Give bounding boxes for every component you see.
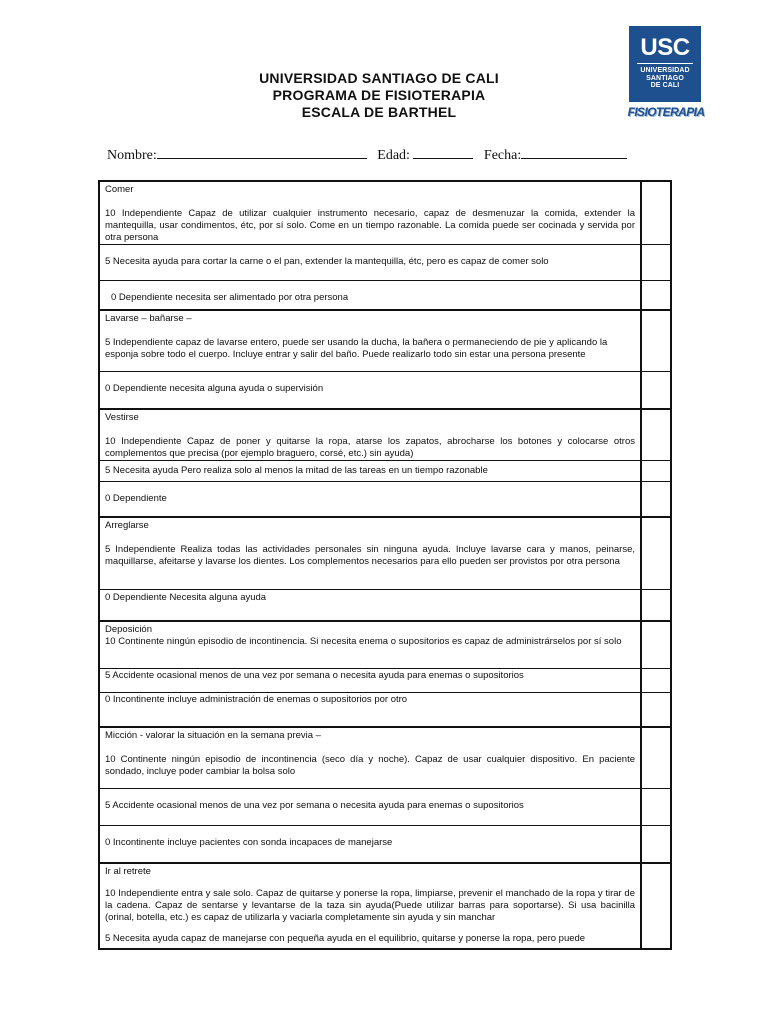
deposicion-cell-0 <box>99 693 641 727</box>
lavarse-cell <box>99 310 641 372</box>
miccion-cell <box>99 727 641 789</box>
miccion-option-10: 10 Continente ningún episodio de incontinencia (seco día y noche). Capaz de usar cualquier dispositivo. En paciente sondado, incluye poder cambiar la bolsa solo <box>105 753 635 777</box>
table-row <box>99 669 671 693</box>
retrete-cell <box>99 863 641 949</box>
score-cell[interactable] <box>641 669 671 693</box>
score-cell[interactable] <box>641 181 671 245</box>
usc-logo <box>627 26 705 119</box>
comer-cell-0 <box>99 281 641 310</box>
table-row <box>99 826 671 863</box>
table-row <box>99 517 671 590</box>
vestirse-cell <box>99 409 641 461</box>
retrete-option-10: 10 Independiente entra y sale solo. Capaz de quitarse y ponerse la ropa, limpiarse, prevenir el manchado de la ropa y tirar de la cadena. Capaz de sentarse y levantarse de la taza sin ayuda(Puede utilizar barras para soportarse). Si usa bacinilla (orinal, botella, etc.) es capaz de utilizarla y vaciarla completamente sin ayuda y sin manchar <box>105 887 635 923</box>
lavarse-option-0: 0 Dependiente necesita alguna ayuda o supervisión <box>105 383 324 394</box>
arreglarse-option-5: 5 Independiente Realiza todas las actividades personales sin ninguna ayuda. Incluye lavarse cara y manos, peinarse, maquillarse, afeitarse y lavarse los dientes. Los complementos necesarios para ello pueden ser provistos por otra persona <box>105 543 635 567</box>
score-cell[interactable] <box>641 310 671 372</box>
retrete-option-5: 5 Necesita ayuda capaz de manejarse con pequeña ayuda en el equilibrio, quitarse y ponerse la ropa, pero puede <box>105 932 586 944</box>
program-name: PROGRAMA DE FISIOTERAPIA <box>272 87 486 103</box>
section-title-vestirse: Vestirse <box>105 411 139 423</box>
logo-initials: USC <box>640 34 690 61</box>
table-row <box>99 727 671 789</box>
vestirse-option-0: 0 Dependiente <box>105 493 167 504</box>
lavarse-cell-0 <box>99 372 641 409</box>
score-cell[interactable] <box>641 693 671 727</box>
table-row <box>99 482 671 517</box>
section-title-arreglarse: Arreglarse <box>105 519 149 531</box>
deposicion-option-5: 5 Accidente ocasional menos de una vez por semana o necesita ayuda para enemas o supositorios <box>105 670 524 681</box>
miccion-cell-5 <box>99 789 641 826</box>
deposicion-cell <box>99 621 641 669</box>
table-row <box>99 590 671 621</box>
section-title-comer: Comer <box>105 184 134 195</box>
logo-sub-1: UNIVERSIDAD <box>640 67 690 74</box>
logo-sub-3: DE CALI <box>650 82 680 89</box>
edad-blank[interactable] <box>413 144 473 159</box>
miccion-option-0: 0 Incontinente incluye pacientes con sonda incapaces de manejarse <box>105 837 393 848</box>
score-cell[interactable] <box>641 863 671 949</box>
deposicion-cell-5 <box>99 669 641 693</box>
score-cell[interactable] <box>641 245 671 281</box>
table-row <box>99 372 671 409</box>
logo-sub-2: SANTIAGO <box>646 74 684 82</box>
table-row <box>99 863 671 949</box>
arreglarse-cell <box>99 517 641 590</box>
vestirse-cell-5 <box>99 461 641 482</box>
fecha-blank[interactable] <box>521 144 627 159</box>
table-row <box>99 181 671 245</box>
table-row <box>99 281 671 310</box>
section-title-retrete: Ir al retrete <box>105 865 151 877</box>
score-cell[interactable] <box>641 461 671 482</box>
table-row <box>99 621 671 669</box>
table-row <box>99 789 671 826</box>
deposicion-option-0: 0 Incontinente incluye administración de enemas o supositorios por otro <box>105 694 408 705</box>
miccion-cell-0 <box>99 826 641 863</box>
comer-cell-5 <box>99 245 641 281</box>
university-name: UNIVERSIDAD SANTIAGO DE CALI <box>259 70 499 86</box>
score-cell[interactable] <box>641 281 671 310</box>
score-cell[interactable] <box>641 517 671 590</box>
arreglarse-option-0: 0 Dependiente Necesita alguna ayuda <box>105 592 267 603</box>
table-row <box>99 310 671 372</box>
lavarse-option-5: 5 Independiente capaz de lavarse entero, puede ser usando la ducha, la bañera o permaneciendo de pie y aplicando la esponja sobre todo el cuerpo. Incluye entrar y salir del baño. Puede realizarlo todo sin estar una persona presente <box>105 336 608 360</box>
barthel-table <box>98 180 672 950</box>
patient-fields <box>107 144 627 164</box>
nombre-label: Nombre: <box>107 148 157 163</box>
nombre-blank[interactable] <box>157 144 367 159</box>
table-row <box>99 693 671 727</box>
vestirse-option-5: 5 Necesita ayuda Pero realiza solo al menos la mitad de las tareas en un tiempo razonable <box>105 465 488 476</box>
vestirse-cell-0 <box>99 482 641 517</box>
comer-cell <box>99 181 641 245</box>
deposicion-option-10: 10 Continente ningún episodio de incontinencia. Si necesita enema o supositorios es capaz de administrárselos por sí solo <box>105 635 622 647</box>
score-cell[interactable] <box>641 789 671 826</box>
comer-option-0: 0 Dependiente necesita ser alimentado por otra persona <box>111 292 349 303</box>
table-row <box>99 245 671 281</box>
vestirse-option-10: 10 Independiente Capaz de poner y quitarse la ropa, atarse los zapatos, abrocharse los botones y colocarse otros complementos que precisa (por ejemplo braguero, corsé, etc.) sin ayuda) <box>105 435 635 459</box>
section-title-deposicion: Deposición <box>105 623 152 635</box>
score-cell[interactable] <box>641 727 671 789</box>
table-row <box>99 409 671 461</box>
section-title-lavarse: Lavarse – bañarse – <box>105 312 192 324</box>
table-row <box>99 461 671 482</box>
fecha-label: Fecha: <box>483 148 522 163</box>
usc-logo-box <box>629 26 701 102</box>
comer-option-5: 5 Necesita ayuda para cortar la carne o el pan, extender la mantequilla, étc, pero es capaz de comer solo <box>105 256 549 267</box>
section-title-miccion: Micción - valorar la situación en la semana previa – <box>105 729 321 741</box>
miccion-option-5: 5 Accidente ocasional menos de una vez por semana o necesita ayuda para enemas o supositorios <box>105 800 524 811</box>
score-cell[interactable] <box>641 590 671 621</box>
logo-tagline: FISIOTERAPIA <box>627 105 705 119</box>
document-title: ESCALA DE BARTHEL <box>301 104 457 120</box>
score-cell[interactable] <box>641 372 671 409</box>
logo-divider <box>637 63 693 64</box>
arreglarse-cell-0 <box>99 590 641 621</box>
edad-label: Edad: <box>377 148 410 163</box>
comer-option-10: 10 Independiente Capaz de utilizar cualquier instrumento necesario, capaz de desmenuzar la comida, extender la mantequilla, usar condimentos, étc, por sí solo. Come en un tiempo razonable. La comida puede ser cocinada y servida por otra persona <box>105 208 635 243</box>
score-cell[interactable] <box>641 482 671 517</box>
score-cell[interactable] <box>641 826 671 863</box>
score-cell[interactable] <box>641 621 671 669</box>
score-cell[interactable] <box>641 409 671 461</box>
